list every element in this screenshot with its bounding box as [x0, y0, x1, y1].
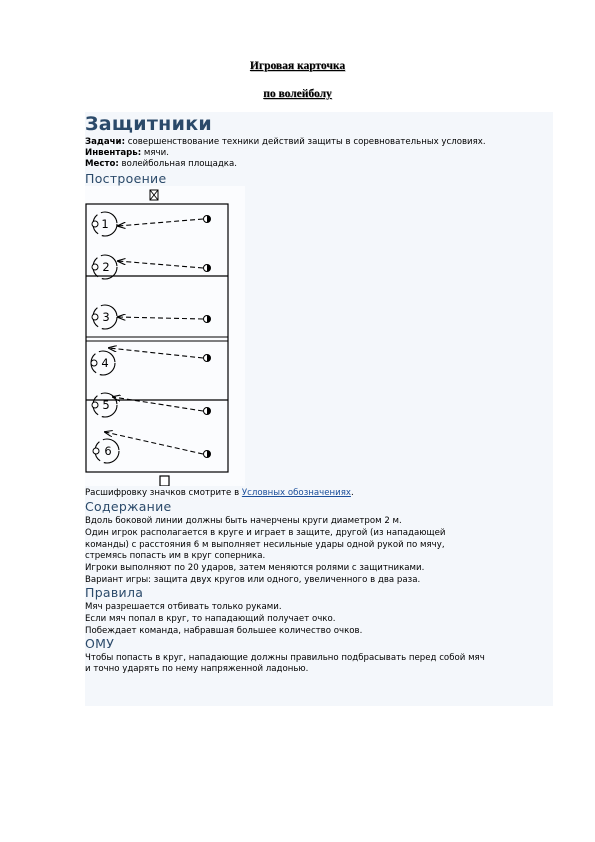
legend-link[interactable]: Условных обозначениях: [241, 488, 351, 498]
legend-prefix: Расшифровку значков смотрите в: [85, 488, 242, 498]
small-circle-icon: [92, 314, 98, 320]
equipment-label: Инвентарь:: [85, 148, 142, 158]
content-line: Вдоль боковой линии должны быть начерчены круги диаметром 2 м.: [85, 516, 402, 526]
omu-line: и точно ударять по нему напряженной ладонью.: [85, 664, 309, 674]
content-line: Один игрок располагается в круге и играет в защите, другой (из нападающей: [85, 528, 446, 538]
tasks-line: [85, 137, 486, 148]
card-title: Защитники: [85, 113, 212, 135]
square-icon: [160, 476, 169, 486]
content-line: Игроки выполняют по 20 ударов, затем меняются ролями с защитниками.: [85, 563, 425, 573]
place-text: волейбольная площадка.: [118, 159, 237, 169]
rules-line: Побеждает команда, набравшая большее количество очков.: [85, 626, 363, 636]
doc-title-line2: по волейболу: [263, 88, 332, 100]
construction-heading: Построение: [85, 171, 167, 186]
small-circle-icon: [91, 360, 97, 366]
circle-number: 5: [102, 398, 110, 412]
legend-suffix: .: [350, 488, 354, 498]
small-circle-icon: [93, 448, 99, 454]
small-circle-icon: [92, 264, 98, 270]
circle-number: 4: [101, 356, 109, 370]
equipment-text: мячи.: [141, 148, 169, 158]
small-circle-icon: [92, 402, 98, 408]
circle-number: 3: [102, 310, 110, 324]
doc-title-line1: Игровая карточка: [249, 60, 346, 72]
content-line: Вариант игры: защита двух кругов или одного, увеличенного в два раза.: [85, 575, 421, 585]
crossed-square-icon: [150, 190, 158, 200]
rules-heading: Правила: [85, 585, 144, 600]
place-line: [85, 159, 237, 170]
rules-line: Если мяч попал в круг, то нападающий получает очко.: [85, 614, 336, 624]
court-diagram: [85, 186, 245, 486]
small-circle-icon: [92, 221, 98, 227]
content-line: команды) с расстояния 6 м выполняет несильные удары одной рукой по мячу,: [85, 540, 445, 550]
circle-number: 1: [101, 217, 109, 231]
legend-line: [85, 488, 354, 499]
circle-number: 2: [102, 260, 110, 274]
place-label: Место:: [85, 159, 119, 169]
rules-line: Мяч разрешается отбивать только руками.: [85, 602, 282, 612]
content-line: стремясь попасть им в круг соперника.: [85, 551, 266, 561]
tasks-text: совершенствование техники действий защиты в соревновательных условиях.: [125, 137, 486, 147]
omu-line: Чтобы попасть в круг, нападающие должны правильно подбрасывать перед собой мяч: [85, 653, 485, 663]
circle-number: 6: [104, 444, 112, 458]
equipment-line: [85, 148, 169, 159]
tasks-label: Задачи:: [85, 137, 126, 147]
content-heading: Содержание: [85, 499, 172, 514]
omu-heading: ОМУ: [85, 636, 115, 651]
